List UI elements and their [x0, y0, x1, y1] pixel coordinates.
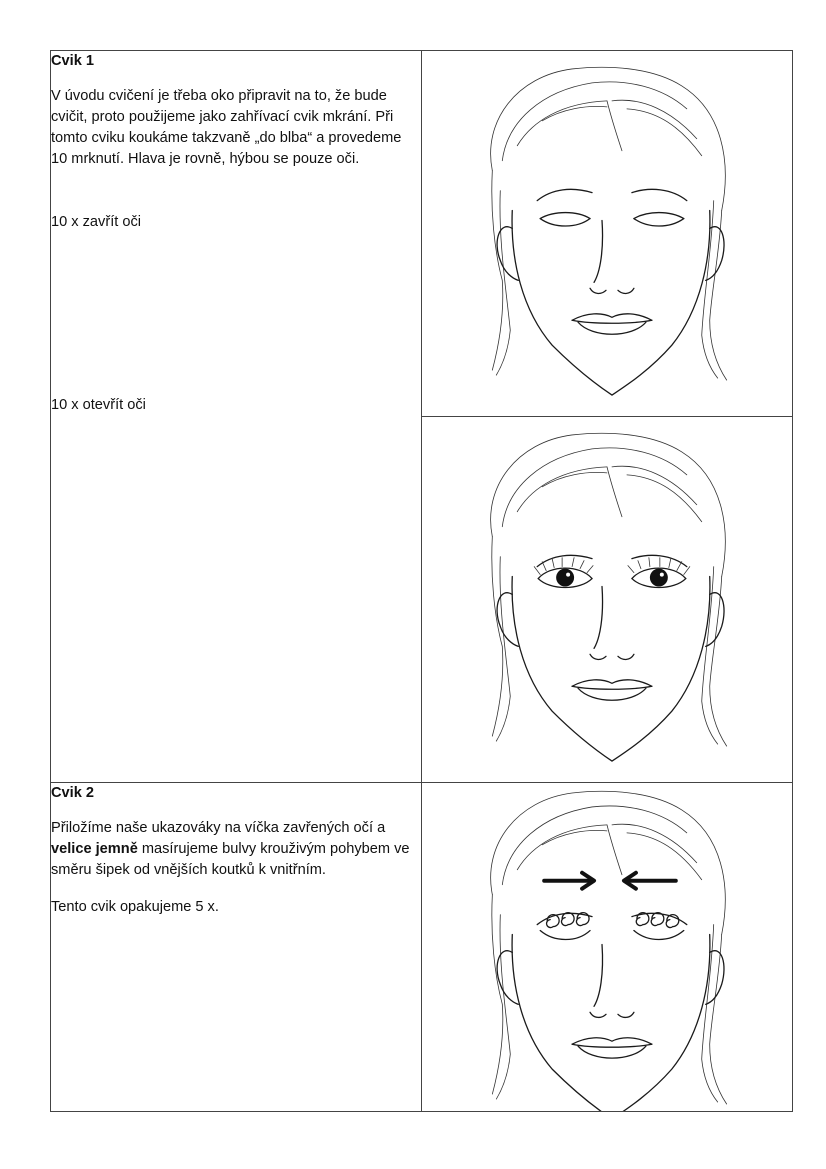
exercise1-cell: [51, 51, 422, 783]
arrow-right-icon: [544, 873, 594, 889]
exercise2-repeat: Tento cvik opakujeme 5 x.: [51, 899, 219, 915]
exercise-table: [50, 50, 793, 1112]
exercise2-title: Cvik 2: [51, 785, 94, 801]
exercise1-title: Cvik 1: [51, 53, 94, 69]
exercise1-step-close: 10 x zavřít oči: [51, 214, 142, 230]
open-eyes-illustration-cell: [422, 417, 793, 783]
exercise2-cell: [51, 783, 422, 1112]
massage-illustration-cell: [422, 783, 793, 1112]
exercise2-text-after: masírujeme bulvy krouživým pohybem ve směru šipek od vnějších koutků k vnitřním.: [51, 841, 410, 878]
circular-motion-right-icon: [634, 913, 684, 940]
circular-motion-left-icon: [540, 913, 590, 940]
exercise2-text-before: Přiložíme naše ukazováky na víčka zavřených očí a: [51, 820, 386, 836]
closed-eye-right-icon: [634, 219, 684, 226]
face-closed-eyes-illustration: [422, 51, 792, 416]
exercise2-text-bold: velice jemně: [51, 841, 138, 857]
exercise-sheet: [50, 50, 792, 1111]
face-massage-illustration: [422, 783, 792, 1111]
exercise1-intro: V úvodu cvičení je třeba oko připravit na to, že bude cvičit, proto použijeme jako zahřívací cvik mkrání. Při tomto cviku koukáme takzvaně „do blba“ a provedeme 10 mrknutí. Hlava je rovně, hýbou se pouze oči.: [51, 88, 402, 167]
exercise2-instructions: [51, 818, 421, 881]
face-open-eyes-illustration: [422, 417, 792, 782]
arrow-left-icon: [624, 873, 676, 889]
closed-eye-left-icon: [540, 219, 590, 226]
exercise1-step-open: 10 x otevřít oči: [51, 397, 146, 413]
closed-eyes-illustration-cell: [422, 51, 793, 417]
